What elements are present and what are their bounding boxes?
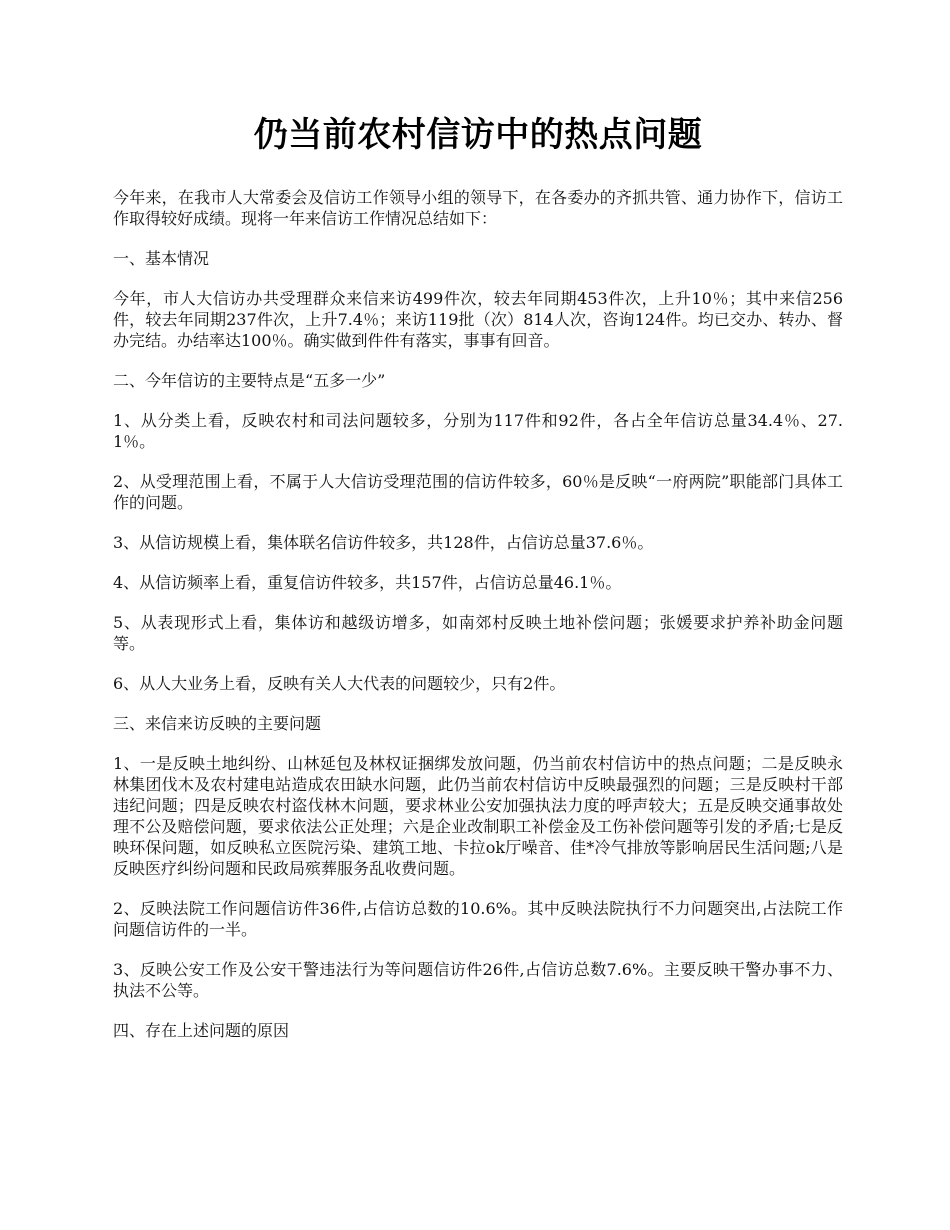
- problem-item-1: 1、一是反映土地纠纷、山林延包及林权证捆绑发放问题，仍当前农村信访中的热点问题；二是反映永林集团伐木及农村建电站造成农田缺水问题，此仍当前农村信访中反映最强烈的问题；三是反映村干部违纪问题；四是反映农村盗伐林木问题，要求林业公安加强执法力度的呼声较大；五是反映交通事故处理不公及赔偿问题，要求依法公正处理；六是企业改制职工补偿金及工伤补偿问题等引发的矛盾;七是反映环保问题，如反映私立医院污染、建筑工地、卡拉ok厅噪音、佳*冷气排放等影响居民生活问题;八是反映医疗纠纷问题和民政局殡葬服务乱收费问题。: [113, 754, 843, 878]
- section-heading-causes: 四、存在上述问题的原因: [113, 1021, 290, 1040]
- feature-item-3: 3、从信访规模上看，集体联名信访件较多，共128件，占信访总量37.6％。: [113, 533, 654, 552]
- basic-situation-paragraph: 今年，市人大信访办共受理群众来信来访499件次，较去年同期453件次，上升10％；其中来信256件，较去年同期237件次，上升7.4％；来访119批（次）814人次，咨询124件。均已交办、转办、督办完结。办结率达100％。确实做到件件有落实，事事有回音。: [113, 289, 843, 350]
- feature-item-5: 5、从表现形式上看，集体访和越级访增多，如南郊村反映土地补偿问题；张媛要求护养补助金问题等。: [113, 613, 843, 653]
- section-heading-main-features: 二、今年信访的主要特点是“五多一少”: [113, 371, 386, 390]
- problem-item-3: 3、反映公安工作及公安干警违法行为等问题信访件26件,占信访总数7.6%。主要反映干警办事不力、执法不公等。: [113, 960, 843, 1000]
- document-body: [113, 112, 843, 1060]
- section-heading-main-problems: 三、来信来访反映的主要问题: [113, 714, 322, 733]
- document-title: 仍当前农村信访中的热点问题: [253, 115, 703, 155]
- problem-item-2: 2、反映法院工作问题信访件36件,占信访总数的10.6%。其中反映法院执行不力问题突出,占法院工作问题信访件的一半。: [113, 899, 843, 939]
- feature-item-2: 2、从受理范围上看，不属于人大信访受理范围的信访件较多，60％是反映“一府两院”职能部门具体工作的问题。: [113, 472, 843, 512]
- section-heading-basic-situation: 一、基本情况: [113, 249, 210, 268]
- feature-item-6: 6、从人大业务上看，反映有关人大代表的问题较少，只有2件。: [113, 674, 566, 693]
- feature-item-4: 4、从信访频率上看，重复信访件较多，共157件，占信访总量46.1％。: [113, 573, 622, 592]
- feature-item-1: 1、从分类上看，反映农村和司法问题较多，分别为117件和92件，各占全年信访总量34.4％、27.1％。: [113, 411, 843, 451]
- intro-paragraph: 今年来，在我市人大常委会及信访工作领导小组的领导下，在各委办的齐抓共管、通力协作下，信访工作取得较好成绩。现将一年来信访工作情况总结如下：: [113, 188, 843, 228]
